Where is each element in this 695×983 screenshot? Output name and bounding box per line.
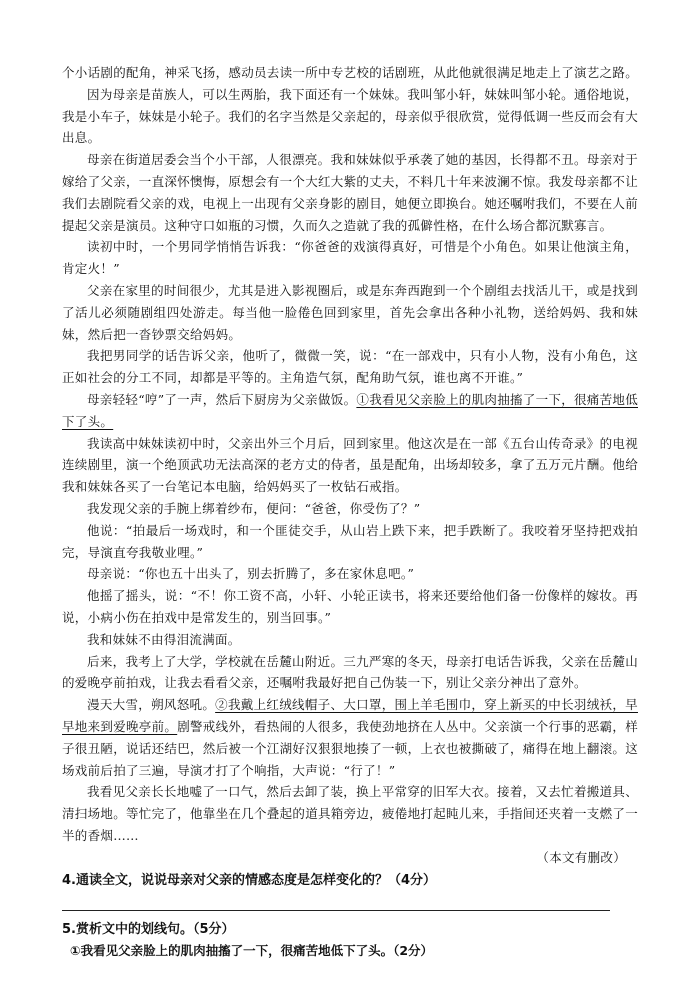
- underlined-sentence-2: ②我戴上红绒线帽子、大口罩，围上羊毛围巾，穿上新买的中长羽绒袄，早早地来到爱晚亭前。: [62, 697, 638, 734]
- answer-line[interactable]: [62, 892, 610, 911]
- paragraph-8: 我读高中妹妹读初中时，父亲出外三个月后，回到家里。他这次是在一部《五台山传奇录》的电视连续剧里，演一个绝顶武功无法高深的老方丈的侍者，虽是配角，出场却较多，拿了五万元片酬。他给我和妹妹各买了一台笔记本电脑，给妈妈买了一枚钻石戒指。: [62, 435, 639, 495]
- question-5: 5.赏析文中的划线句。（5分）: [62, 922, 235, 938]
- paragraph-2: 因为母亲是苗族人，可以生两胎，我下面还有一个妹妹。我叫邹小轩，妹妹叫邹小轮。通俗地说，我是小车子，妹妹是小轮子。我们的名字当然是父亲起的，母亲似乎很欣赏，觉得低调一些反而会有大出息。: [62, 86, 639, 146]
- question-4: 4.通读全文，说说母亲对父亲的情感态度是怎样变化的？（4分）: [62, 873, 437, 889]
- question-5-part-1: ①我看见父亲脸上的肌肉抽搐了一下，很痛苦地低下了头。（2分）: [70, 943, 434, 959]
- exam-page: [62, 62, 638, 961]
- paragraph-3: 母亲在街道居委会当个小干部，人很漂亮。我和妹妹似乎承袭了她的基因，长得都不丑。母亲对于嫁给了父亲，一直深怀懊悔，原想会有一个大红大紫的丈夫，不料几十年来波澜不惊。我发母亲都不让我们去剧院看父亲的戏，电视上一出现有父亲身影的剧目，她便立即换台。她还嘱咐我们，不要在人前提起父亲是演员。这种守口如瓶的习惯，久而久之造就了我的孤僻性格，在什么场合都沉默寡言。: [62, 152, 639, 233]
- paragraph-6: 我把男同学的话告诉父亲，他听了，微微一笑，说：“在一部戏中，只有小人物，没有小角色，这正如社会的分工不同，却都是平等的。主角造气氛，配角助气氛，谁也离不开谁。”: [62, 348, 638, 386]
- paragraph-16: 我看见父亲长长地嘘了一口气，然后去卸了装，换上平常穿的旧军大衣。接着，又去忙着搬道具、清扫场地。等忙完了，他靠坐在几个叠起的道具箱旁边，疲倦地打起盹儿来，手指间还夹着一支燃了一半的香烟……: [62, 784, 639, 843]
- paragraph-12: 他摇了摇头，说：“不！你工资不高，小轩、小轮正读书，将来还要给他们备一份像样的嫁妆。再说，小病小伤在拍戏中是常发生的，别当回事。”: [62, 588, 638, 625]
- paragraph-5: 父亲在家里的时间很少，尤其是进入影视圈后，或是东奔西跑到一个个剧组去找活儿干，或是找到了活儿必须随剧组四处游走。每当他一脸倦色回到家里，首先会拿出各种小礼物，送给妈妈、我和妹妹，然后把一沓钞票交给妈妈。: [62, 282, 638, 342]
- paragraph-15: [62, 694, 638, 781]
- underlined-sentence-1: ①我看见父亲脸上的肌肉抽搐了一下，很痛苦地低下了头。: [62, 391, 638, 429]
- paragraph-11: 母亲说：“你也五十出头了，别去折腾了，多在家休息吧。”: [87, 566, 415, 582]
- paragraph-7: [62, 389, 638, 433]
- paragraph-10: 他说：“拍最后一场戏时，和一个匪徒交手，从山岩上跌下来，把手跌断了。我咬着牙坚持把戏拍完，导演直夸我敬业哩。”: [62, 522, 638, 560]
- paragraph-13: 我和妹妹不由得泪流满面。: [87, 631, 241, 647]
- paragraph-14: 后来，我考上了大学，学校就在岳麓山附近。三九严寒的冬天，母亲打电话告诉我，父亲在岳麓山的爱晚亭前拍戏，让我去看看父亲，还嘱咐我最好把自己伪装一下，别让父亲分神出了意外。: [62, 653, 638, 691]
- paragraph-7-text: 母亲轻轻“哼”了一声，然后下厨房为父亲做饭。: [87, 391, 357, 407]
- paragraph-1: 个小话剧的配角，神采飞扬，感动员去读一所中专艺校的话剧班，从此他就很满足地走上了演艺之路。: [62, 65, 639, 80]
- source-note: （本文有删改）: [536, 849, 626, 865]
- paragraph-15-rest: 剧警戒线外，看热闹的人很多，我使劲地挤在人丛中。父亲演一个行事的恶霸，样子很丑陋，说话还结巴，然后被一个江湖好汉狠狠地揍了一顿，上衣也被撕破了，痛得在地上翻滚。这场戏前后拍了三遍，导演才打了个响指，大声说：“行了！”: [62, 718, 639, 778]
- paragraph-15-lead: 漫天大雪，朔风怒吼。: [87, 697, 216, 713]
- paragraph-9: 我发现父亲的手腕上绑着纱布，便问：“爸爸，你受伤了？”: [87, 500, 421, 516]
- paragraph-4: 读初中时，一个男同学悄悄告诉我：“你爸爸的戏演得真好，可惜是个小角色。如果让他演主角，肯定火！”: [62, 239, 638, 277]
